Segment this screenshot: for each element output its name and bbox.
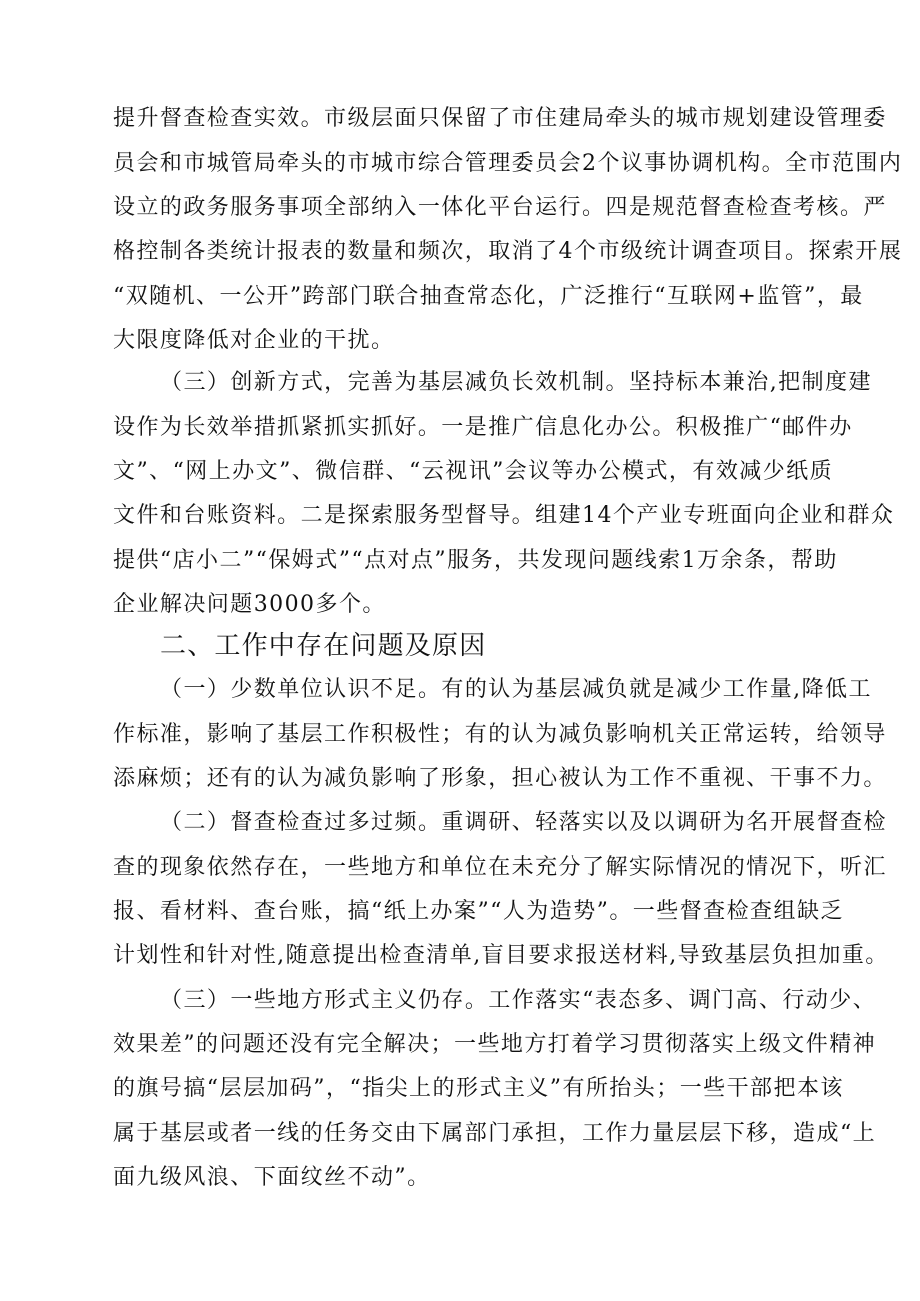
body-line: 文”、“网上办文”、微信群、“云视讯”会议等办公模式，有效减少纸质 [113, 459, 834, 484]
body-line: 员会和市城管局牵头的市城市综合管理委员会2个议事协调机构。全市范围内 [113, 151, 903, 176]
body-line: 查的现象依然存在，一些地方和单位在未充分了解实际情况的情况下，听汇 [113, 855, 887, 880]
body-line: 效果差”的问题还没有完全解决；一些地方打着学习贯彻落实上级文件精神 [113, 1032, 877, 1057]
body-line: 格控制各类统计报表的数量和频次，取消了4个市级统计调查项目。探索开展 [113, 239, 903, 264]
body-line: 提供“店小二”“保姆式”“点对点”服务，共发现问题线索1万余条，帮助 [113, 548, 838, 573]
paragraph-first-line: （三）一些地方形式主义仍存。工作落实“表态多、调门高、行动少、 [160, 988, 877, 1013]
body-line: 设立的政务服务事项全部纳入一体化平台运行。四是规范督查检查考核。严 [113, 195, 887, 220]
body-line: 属于基层或者一线的任务交由下属部门承担，工作力量层层下移，造成“上 [113, 1121, 877, 1146]
body-line: 添麻烦；还有的认为减负影响了形象，担心被认为工作不重视、干事不力。 [113, 766, 887, 791]
body-line: 面九级风浪、下面纹丝不动”。 [113, 1165, 431, 1190]
body-line: 计划性和针对性,随意提出检查清单,盲目要求报送材料,导致基层负担加重。 [113, 943, 889, 968]
body-line: 大限度降低对企业的干扰。 [113, 328, 395, 353]
section-heading: 二、工作中存在问题及原因 [160, 631, 487, 661]
body-line: 设作为长效举措抓紧抓实抓好。一是推广信息化办公。积极推广“邮件办 [113, 415, 853, 440]
body-line: “双随机、一公开”跨部门联合抽查常态化，广泛推行“互联网+监管”，最 [113, 284, 864, 309]
body-line: 的旗号搞“层层加码”，“指尖上的形式主义”有所抬头；一些干部把本该 [113, 1076, 844, 1101]
body-line: 企业解决问题3000多个。 [113, 592, 386, 617]
paragraph-first-line: （一）少数单位认识不足。有的认为基层减负就是减少工作量,降低工 [160, 677, 872, 702]
body-line: 文件和台账资料。二是探索服务型督导。组建14个产业专班面向企业和群众 [113, 503, 895, 528]
body-line: 提升督查检查实效。市级层面只保留了市住建局牵头的城市规划建设管理委 [113, 106, 887, 131]
paragraph-first-line: （二）督查检查过多过频。重调研、轻落实以及以调研为名开展督查检 [160, 810, 887, 835]
paragraph-first-line: （三）创新方式，完善为基层减负长效机制。坚持标本兼治,把制度建 [160, 370, 872, 395]
body-line: 报、看材料、查台账，搞“纸上办案”“人为造势”。一些督查检查组缺乏 [113, 899, 844, 924]
body-line: 作标准，影响了基层工作积极性；有的认为减负影响机关正常运转，给领导 [113, 722, 887, 747]
